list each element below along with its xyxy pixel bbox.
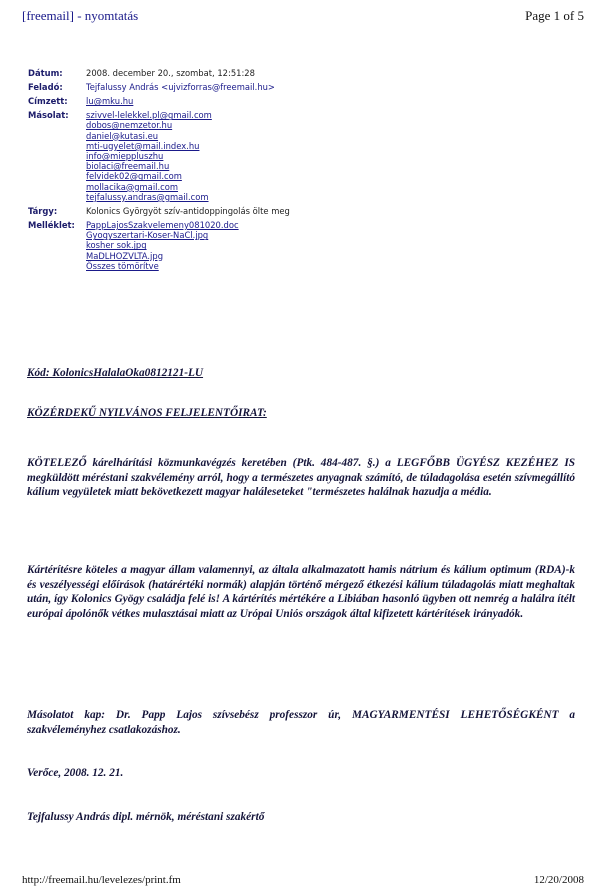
meta-recipient-row (28, 96, 568, 106)
print-title: [freemail] - nyomtatás (22, 8, 139, 23)
cc-link[interactable]: szivvel-lelekkel.pl@gmail.com (86, 110, 212, 121)
sender-value: Tejfalussy András <ujvizforras@freemail.hu> (86, 82, 275, 92)
print-header (22, 8, 584, 28)
place-date: Verőce, 2008. 12. 21. (27, 767, 124, 779)
cc-link[interactable]: felvidek02@gmail.com (86, 171, 182, 182)
signature: Tejfalussy András dipl. mérnök, méréstani szakértő (27, 811, 265, 823)
cc-list (86, 110, 212, 202)
cc-link[interactable]: dobos@nemzetor.hu (86, 120, 173, 131)
attachment-zip-link[interactable]: Összes tömörítve (86, 260, 159, 271)
attachment-link[interactable]: kosher sok.jpg (86, 240, 147, 251)
subject-value: Kolonics Györgyöt szív-antidoppingolás ölte meg (86, 206, 290, 217)
attachment-link[interactable]: Gyogyszertari-Koser-NaCl.jpg (86, 230, 209, 241)
paragraph-2: Kártérítésre köteles a magyar állam valamennyi, az általa alkalmazatott hamis nátrium és kálium optimum (RDA)-k és veszélyességi előírások (határértéki normák) alapján történő mérgező étkezési kálium túladagolás miatt meghaltak után, így Kolonics Gyögy családja felé is! A kártérítés mértékére a Libiában hasonló ügyben ott nemrég a halálra ítélt európai ápolónők vétkes mulasztásai miatt az Urópai Uniós országok által kifizetett kártérítések irányadók. (27, 564, 575, 620)
sender-label: Feladó: (28, 82, 63, 92)
cc-link[interactable]: tejfalussy.andras@gmail.com (86, 191, 209, 202)
attachment-label: Melléklet: (28, 220, 75, 231)
footer-url: http://freemail.hu/levelezes/print.fm (22, 874, 181, 886)
email-meta (28, 68, 568, 275)
meta-date-row (28, 68, 568, 78)
document-code: Kód: KolonicsHalalaOka0812121-LU (27, 367, 204, 379)
page-indicator: Page 1 of 5 (525, 8, 584, 23)
paragraph-3: Másolatot kap: Dr. Papp Lajos szívsebész professzor úr, MAGYARMENTÉSI LEHETŐSÉGKÉNT a szakvéleményhez csatlakozáshoz. (27, 709, 575, 736)
cc-link[interactable]: mti-ugyelet@mail.index.hu (86, 140, 200, 151)
cc-label: Másolat: (28, 110, 69, 121)
meta-sender-row (28, 82, 568, 92)
meta-attachment-row (28, 220, 568, 271)
cc-link[interactable]: biolaci@freemail.hu (86, 161, 170, 172)
date-label: Dátum: (28, 68, 63, 78)
meta-cc-row (28, 110, 568, 202)
attachment-link[interactable]: MaDLHOZVLTA.jpg (86, 250, 164, 261)
meta-subject-row (28, 206, 568, 216)
attachment-link[interactable]: PappLajosSzakvelemeny081020.doc (86, 220, 239, 231)
cc-link[interactable]: info@mieppluszhu (86, 151, 164, 162)
recipient-label: Címzett: (28, 96, 68, 106)
recipient-link[interactable]: lu@mku.hu (86, 96, 134, 106)
cc-link[interactable]: mollacika@gmail.com (86, 181, 179, 192)
subject-label: Tárgy: (28, 206, 58, 217)
date-value: 2008. december 20., szombat, 12:51:28 (86, 68, 255, 78)
paragraph-1: KÖTELEZŐ kárelhárítási közmunkavégzés keretében (Ptk. 484-487. §.) a LEGFŐBB ÜGYÉSZ KEZÉHEZ IS megküldött méréstani szakvélemény arról, hogy a természetes anyagnak számító, de túladagolása esetén szívmegállító kálium vegyületek miatt bekövetkezett magyar haláleseteket "természetes halálnak hazudja a média. (27, 457, 575, 499)
print-footer (22, 874, 584, 888)
cc-link[interactable]: daniel@kutasi.eu (86, 130, 159, 141)
attachment-list (86, 220, 239, 271)
document-heading: KÖZÉRDEKŰ NYILVÁNOS FELJELENTŐIRAT: (27, 407, 267, 419)
footer-date: 12/20/2008 (533, 874, 584, 886)
